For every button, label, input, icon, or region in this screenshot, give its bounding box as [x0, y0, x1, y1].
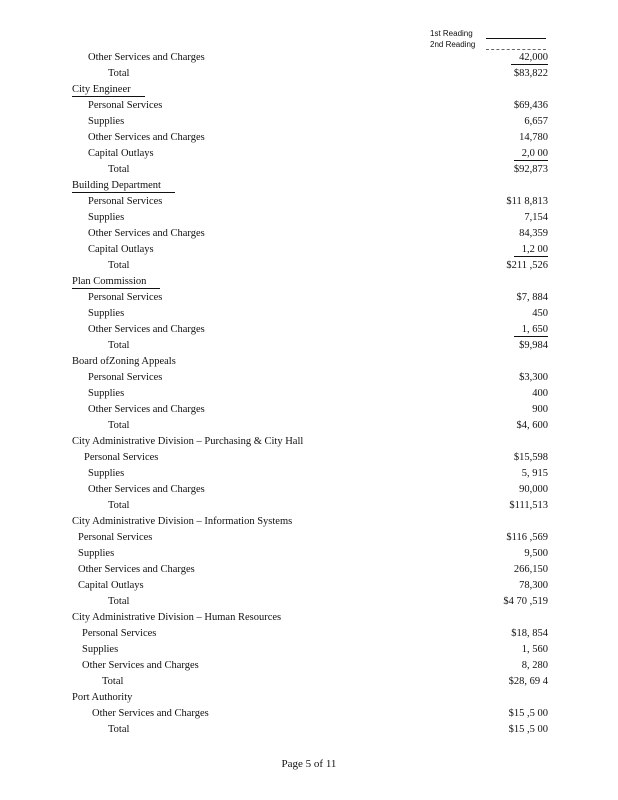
item-label: Other Services and Charges: [92, 708, 209, 719]
section-title: City Engineer: [72, 83, 145, 97]
item-label: Personal Services: [88, 196, 163, 207]
line-item: [0, 386, 618, 402]
item-amount: 2,0 00: [514, 147, 548, 161]
item-label: Personal Services: [78, 532, 153, 543]
item-amount: 450: [532, 308, 548, 319]
item-label: Other Services and Charges: [78, 564, 195, 575]
item-label: Supplies: [88, 468, 125, 479]
first-reading-label: 1st Reading: [430, 29, 473, 38]
total-row: [0, 418, 618, 434]
item-label: Capital Outlays: [88, 148, 154, 159]
item-amount: 6,657: [524, 116, 548, 127]
total-row: [0, 258, 618, 274]
item-label: Supplies: [88, 308, 125, 319]
line-item: [0, 626, 618, 642]
item-amount: $15,598: [513, 452, 548, 463]
section-heading: [0, 354, 618, 370]
item-amount: $7, 884: [516, 292, 548, 303]
section-title: City Administrative Division – Human Resources: [72, 612, 282, 623]
line-item: [0, 370, 618, 386]
line-item: [0, 562, 618, 578]
total-row: [0, 722, 618, 738]
item-label: Other Services and Charges: [82, 660, 199, 671]
item-amount: 900: [532, 404, 548, 415]
line-item: [0, 226, 618, 242]
total-row: [0, 594, 618, 610]
item-label: Personal Services: [84, 452, 159, 463]
item-amount: $15 ,5 00: [508, 724, 548, 735]
item-amount: 78,300: [519, 580, 548, 591]
item-label: Total: [108, 260, 130, 271]
item-label: Total: [108, 340, 130, 351]
line-item: [0, 322, 618, 338]
total-row: [0, 498, 618, 514]
item-label: Other Services and Charges: [88, 132, 205, 143]
first-reading-line: [486, 30, 546, 39]
item-amount: 1, 650: [514, 323, 548, 337]
line-item: [0, 146, 618, 162]
item-amount: $4 70 ,519: [503, 596, 548, 607]
item-amount: 42,000: [511, 51, 548, 65]
line-item: [0, 402, 618, 418]
line-item: [0, 290, 618, 306]
item-label: Capital Outlays: [78, 580, 144, 591]
item-label: Total: [108, 724, 130, 735]
item-amount: $3,300: [519, 372, 548, 383]
line-item: [0, 530, 618, 546]
line-item: [0, 706, 618, 722]
section-title: Plan Commission: [72, 275, 160, 289]
line-item: [0, 114, 618, 130]
section-heading: [0, 690, 618, 706]
item-label: Total: [108, 500, 130, 511]
item-amount: $18, 854: [511, 628, 548, 639]
line-item: [0, 210, 618, 226]
budget-list: [0, 50, 618, 738]
item-amount: 90,000: [519, 484, 548, 495]
line-item: [0, 466, 618, 482]
section-title: City Administrative Division – Information Systems: [72, 516, 293, 527]
item-label: Other Services and Charges: [88, 404, 205, 415]
line-item: [0, 306, 618, 322]
item-label: Total: [108, 68, 130, 79]
item-label: Other Services and Charges: [88, 228, 205, 239]
line-item: [0, 642, 618, 658]
line-item: [0, 50, 618, 66]
line-item: [0, 546, 618, 562]
item-amount: 84,359: [519, 228, 548, 239]
item-label: Total: [108, 596, 130, 607]
item-amount: 14,780: [519, 132, 548, 143]
item-amount: 266,150: [513, 564, 548, 575]
item-amount: 1, 560: [521, 644, 548, 655]
item-label: Total: [108, 420, 130, 431]
item-amount: $69,436: [513, 100, 548, 111]
total-row: [0, 674, 618, 690]
second-reading-row: [430, 39, 560, 50]
item-label: Supplies: [78, 548, 115, 559]
item-label: Total: [102, 676, 124, 687]
item-amount: $211 ,526: [506, 260, 548, 271]
line-item: [0, 658, 618, 674]
second-reading-label: 2nd Reading: [430, 40, 476, 49]
line-item: [0, 130, 618, 146]
item-amount: 8, 280: [521, 660, 548, 671]
section-title: Port Authority: [72, 692, 133, 703]
first-reading-row: [430, 28, 560, 39]
item-amount: $4, 600: [516, 420, 548, 431]
item-label: Personal Services: [88, 372, 163, 383]
total-row: [0, 66, 618, 82]
item-label: Other Services and Charges: [88, 484, 205, 495]
item-amount: 400: [532, 388, 548, 399]
section-title: City Administrative Division – Purchasing & City Hall: [72, 436, 304, 447]
page-number: Page 5 of 11: [281, 758, 337, 770]
item-amount: $83,822: [513, 68, 548, 79]
item-label: Supplies: [82, 644, 119, 655]
item-amount: 1,2 00: [514, 243, 548, 257]
item-label: Other Services and Charges: [88, 324, 205, 335]
section-title: Board ofZoning Appeals: [72, 356, 176, 367]
second-reading-line: [486, 41, 546, 50]
item-label: Personal Services: [88, 292, 163, 303]
item-label: Personal Services: [82, 628, 157, 639]
item-label: Other Services and Charges: [88, 52, 205, 63]
section-heading: [0, 434, 618, 450]
item-amount: $111,513: [509, 500, 548, 511]
section-title: Building Department: [72, 179, 175, 193]
line-item: [0, 578, 618, 594]
line-item: [0, 450, 618, 466]
line-item: [0, 194, 618, 210]
section-heading: [0, 610, 618, 626]
item-label: Supplies: [88, 388, 125, 399]
section-heading: [0, 82, 618, 98]
item-amount: $28, 69 4: [508, 676, 548, 687]
item-amount: 5, 915: [521, 468, 548, 479]
item-amount: 7,154: [524, 212, 548, 223]
line-item: [0, 98, 618, 114]
item-amount: $11 8,813: [506, 196, 548, 207]
section-heading: [0, 178, 618, 194]
reading-block: [430, 28, 560, 50]
item-amount: $92,873: [513, 164, 548, 175]
item-label: Total: [108, 164, 130, 175]
item-amount: $9,984: [519, 340, 548, 351]
section-heading: [0, 514, 618, 530]
item-label: Personal Services: [88, 100, 163, 111]
item-amount: $15 ,5 00: [508, 708, 548, 719]
total-row: [0, 338, 618, 354]
item-amount: 9,500: [524, 548, 548, 559]
line-item: [0, 482, 618, 498]
item-label: Supplies: [88, 212, 125, 223]
item-label: Supplies: [88, 116, 125, 127]
item-amount: $116 ,569: [506, 532, 548, 543]
item-label: Capital Outlays: [88, 244, 154, 255]
section-heading: [0, 274, 618, 290]
total-row: [0, 162, 618, 178]
line-item: [0, 242, 618, 258]
